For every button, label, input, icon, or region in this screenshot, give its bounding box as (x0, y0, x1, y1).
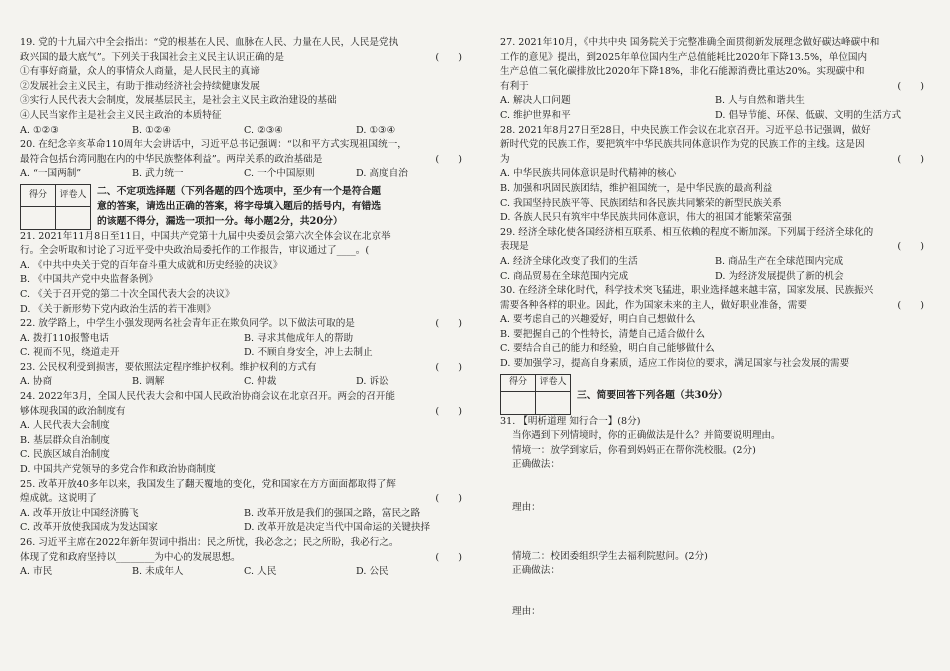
q27-options-row-2 (500, 109, 930, 124)
option-b: B. 基层群众自治制度 (20, 434, 110, 446)
question-21 (20, 230, 468, 318)
q27-line-2: 工作的意见》提出，到2025年单位国内生产总值能耗比2020年下降13.5%，单位国内 (500, 51, 868, 63)
option-a: A. 《中共中央关于党的百年奋斗重大成就和历史经验的决议》 (20, 259, 283, 271)
q27-line-4: 有利于 (500, 80, 529, 92)
option-c: C. 改革开放使我国成为发达国家 (20, 522, 158, 534)
q27-line-3: 生产总值二氧化碳排放比2020年下降18%，非化石能源消费比重达20%。实现碳中和 (500, 66, 865, 78)
option-d: D. 要加强学习，提高自身素质，适应工作岗位的要求，满足国家与社会发展的需要 (500, 358, 850, 370)
option-b: B. 寻求其他成年人的帮助 (244, 332, 354, 344)
q31-reason-1-answer-space[interactable] (500, 516, 930, 550)
option-a: A. 协商 (20, 376, 53, 388)
answer-paren: ( ) (897, 241, 924, 253)
q19-item-3: ③实行人民代表大会制度，发展基层民主，是社会主义民主政治建设的基础 (20, 95, 337, 107)
q31-correct-2-label: 正确做法： (512, 565, 560, 577)
option-c: C. ②③④ (244, 124, 283, 136)
question-25 (20, 478, 468, 536)
answer-paren: ( ) (435, 551, 462, 563)
option-b: B. 改革开放是我们的强国之路，富民之路 (244, 507, 421, 519)
q30-line-1: 30. 在经济全球化时代，科学技术突飞猛进，职业选择越来越丰富，国家发展、民族振兴 (500, 285, 874, 297)
question-24 (20, 390, 468, 478)
option-a: A. 人民代表大会制度 (20, 420, 110, 432)
q28-line-1: 28. 2021年8月27日至28日，中央民族工作会议在北京召开。习近平总书记强调，做好 (500, 124, 871, 136)
grader-cell[interactable] (536, 391, 571, 414)
option-b: B. 要把握自己的个性特长，清楚自己适合做什么 (500, 328, 706, 340)
option-c: C. 我国坚持民族平等、民族团结和各民族共同繁荣的新型民族关系 (500, 197, 782, 209)
left-column (20, 36, 468, 580)
option-c: C. 仲裁 (244, 376, 277, 388)
answer-paren: ( ) (435, 493, 462, 505)
right-column (500, 36, 930, 619)
option-a: A. “一国两制” (20, 168, 82, 180)
option-b: B. 未成年人 (132, 566, 184, 578)
q31-correct-2-answer-space[interactable] (500, 579, 930, 605)
option-a: A. 中华民族共同体意识是时代精神的核心 (500, 168, 677, 180)
q23-line-1: 23. 公民权利受到损害，要依照法定程序维护权利。维护权利的方式有 (20, 361, 317, 373)
option-d: D. 《关于新形势下党内政治生活的若干准则》 (20, 303, 216, 315)
q25-line-2: 煌成就。这说明了 (20, 493, 97, 505)
question-26 (20, 536, 468, 580)
q23-options (20, 375, 468, 390)
option-a: A. 市民 (20, 566, 53, 578)
score-box (20, 184, 91, 230)
q20-line-2: 最符合包括台湾同胞在内的中华民族整体利益”。两岸关系的政治基础是 (20, 153, 323, 165)
q31-reason-2-label: 理由： (512, 605, 541, 617)
question-31 (500, 415, 930, 620)
q20-options (20, 167, 468, 182)
q25-options-row-1 (20, 507, 468, 522)
answer-paren: ( ) (435, 361, 462, 373)
section-2-title: 二、不定项选择题（下列各题的四个选项中，至少有一个是符合题 意的答案，请选出正确的答案，将字母填入题后的括号内，有错选 的该题不得分，漏选一项扣一分。每小题2分，共20分） (97, 185, 382, 228)
q29-line-2: 表现是 (500, 241, 529, 253)
answer-paren: ( ) (435, 318, 462, 330)
q26-line-2: 体现了党和政府坚持以________为中心的发展思想。 (20, 551, 241, 563)
option-c: C. 视而不见，绕道走开 (20, 347, 120, 359)
option-d: D. 改革开放是决定当代中国命运的关键抉择 (244, 522, 431, 534)
option-c: C. 民族区域自治制度 (20, 449, 110, 461)
score-cell[interactable] (21, 207, 56, 229)
q22-options-row-2 (20, 346, 468, 361)
question-29 (500, 226, 930, 284)
q19-line-2: 政兴国的最大底气”。下列关于我国社会主义民主认识正确的是 (20, 51, 284, 63)
answer-paren: ( ) (435, 51, 462, 63)
option-d: D. 公民 (356, 566, 389, 578)
option-c: C. 维护世界和平 (500, 109, 571, 121)
option-a: A. 经济全球化改变了我们的生活 (500, 255, 638, 267)
option-b: B. 武力统一 (132, 168, 184, 180)
score-header: 得分 (501, 374, 536, 391)
option-a: A. 拨打110报警电话 (20, 332, 109, 344)
option-d: D. 高度自治 (356, 168, 408, 180)
q31-reason-1-label: 理由： (512, 502, 541, 514)
option-b: B. ①②④ (132, 124, 171, 136)
option-d: D. 不顾自身安全，冲上去制止 (244, 347, 373, 359)
q19-item-2: ②发展社会主义民主，有助于推动经济社会持续健康发展 (20, 80, 260, 92)
q19-line-1: 19. 党的十九届六中全会指出：“党的根基在人民、血脉在人民、力量在人民，人民是党执 (20, 37, 399, 48)
q31-correct-1-label: 正确做法： (512, 459, 560, 471)
q24-line-1: 24. 2022年3月，全国人民代表大会和中国人民政治协商会议在北京召开。两会的召开能 (20, 391, 396, 403)
q29-line-1: 29. 经济全球化使各国经济相互联系、相互依赖的程度不断加深。下列属于经济全球化的 (500, 226, 874, 238)
grader-header: 评卷人 (56, 184, 91, 206)
q25-options-row-2 (20, 521, 468, 536)
answer-paren: ( ) (435, 405, 462, 417)
question-20 (20, 138, 468, 182)
q31-scene-1: 情境一：放学到家后，你看到妈妈正在帮你洗校服。(2分) (512, 444, 756, 456)
q21-line-2: 行。全会听取和讨论了习近平受中央政治局委托作的工作报告，审议通过了____。( (20, 245, 370, 257)
option-b: B. 人与自然和谐共生 (715, 95, 805, 107)
grader-cell[interactable] (56, 207, 91, 229)
option-c: C. 商品贸易在全球范围内完成 (500, 270, 629, 282)
score-cell[interactable] (501, 391, 536, 414)
q31-correct-1-answer-space[interactable] (500, 473, 930, 501)
section-3-title: 三、简要回答下列各题（共30分） (577, 389, 728, 401)
q29-options-row-1 (500, 255, 930, 270)
option-d: D. 为经济发展提供了新的机会 (715, 270, 844, 282)
q29-options-row-2 (500, 270, 930, 285)
answer-paren: ( ) (897, 299, 924, 311)
option-d: D. ①③④ (356, 124, 396, 136)
question-19 (20, 36, 468, 138)
option-d: D. 中国共产党领导的多党合作和政治协商制度 (20, 464, 216, 476)
q19-options (20, 124, 468, 139)
option-a: A. ①②③ (20, 124, 59, 136)
question-23 (20, 361, 468, 390)
option-b: B. 调解 (132, 376, 165, 388)
answer-paren: ( ) (897, 153, 924, 165)
option-c: C. 要结合自己的能力和经验，明白自己能够做什么 (500, 343, 715, 355)
q31-prompt: 当你遇到下列情境时，你的正确做法是什么？并简要说明理由。 (512, 430, 781, 442)
q30-line-2: 需要各种各样的职业。因此，作为国家未来的主人，做好职业准备，需要 (500, 299, 807, 311)
score-header: 得分 (21, 184, 56, 206)
section-3-header (500, 374, 930, 415)
q31-scene-2: 情境二：校团委组织学生去福利院慰问。(2分) (512, 550, 708, 562)
option-a: A. 要考虑自己的兴趣爱好，明白自己想做什么 (500, 314, 696, 326)
q25-line-1: 25. 改革开放40多年以来，我国发生了翻天覆地的变化，党和国家在方方面面都取得了辉 (20, 478, 396, 490)
option-d: D. 倡导节能、环保、低碳、文明的生活方式 (715, 109, 902, 121)
q20-line-1: 20. 在纪念辛亥革命110周年大会讲话中，习近平总书记强调：“以和平方式实现祖国统一， (20, 139, 407, 151)
answer-paren: ( ) (897, 80, 924, 92)
question-28 (500, 124, 930, 226)
q24-line-2: 够体现我国的政治制度有 (20, 405, 126, 417)
q28-line-2: 新时代党的民族工作，要把筑牢中华民族共同体意识作为党的民族工作的主线。这是因 (500, 139, 865, 151)
question-27 (500, 36, 930, 124)
q31-title: 31. 【明析道理 知行合一】(8分) (500, 415, 641, 427)
option-a: A. 解决人口问题 (500, 95, 571, 107)
q27-line-1: 27. 2021年10月，《中共中央 国务院关于完整准确全面贯彻新发展理念做好碳达峰碳中和 (500, 37, 880, 48)
score-box (500, 374, 571, 415)
grader-header: 评卷人 (536, 374, 571, 391)
option-b: B. 《中国共产党中央监督条例》 (20, 274, 158, 286)
option-d: D. 诉讼 (356, 376, 389, 388)
option-c: C. 《关于召开党的第二十次全国代表大会的决议》 (20, 288, 235, 300)
option-c: C. 人民 (244, 566, 277, 578)
q19-item-4: ④人民当家作主是社会主义民主政治的本质特征 (20, 109, 222, 121)
option-b: B. 商品生产在全球范围内完成 (715, 255, 844, 267)
question-30 (500, 284, 930, 372)
option-a: A. 改革开放让中国经济腾飞 (20, 507, 139, 519)
q21-line-1: 21. 2021年11月8日至11日，中国共产党第十九届中央委员会第六次全体会议在北京举 (20, 230, 391, 242)
q22-options-row-1 (20, 332, 468, 347)
option-c: C. 一个中国原则 (244, 168, 315, 180)
answer-paren: ( ) (435, 153, 462, 165)
q22-line-1: 22. 放学路上，中学生小强发现两名社会青年正在欺负同学。以下做法可取的是 (20, 318, 355, 330)
question-22 (20, 317, 468, 361)
q19-item-1: ①有事好商量，众人的事情众人商量，是人民民主的真谛 (20, 66, 260, 78)
section-2-header (20, 184, 468, 230)
q26-line-1: 26. 习近平主席在2022年新年贺词中指出：民之所忧，我必念之；民之所盼，我必行之。 (20, 537, 399, 549)
q27-options-row-1 (500, 94, 930, 109)
option-d: D. 各族人民只有筑牢中华民族共同体意识，伟大的祖国才能繁荣富强 (500, 212, 792, 224)
option-b: B. 加强和巩固民族团结，维护祖国统一，是中华民族的最高利益 (500, 182, 773, 194)
q26-options (20, 565, 468, 580)
q28-line-3: 为 (500, 153, 510, 165)
